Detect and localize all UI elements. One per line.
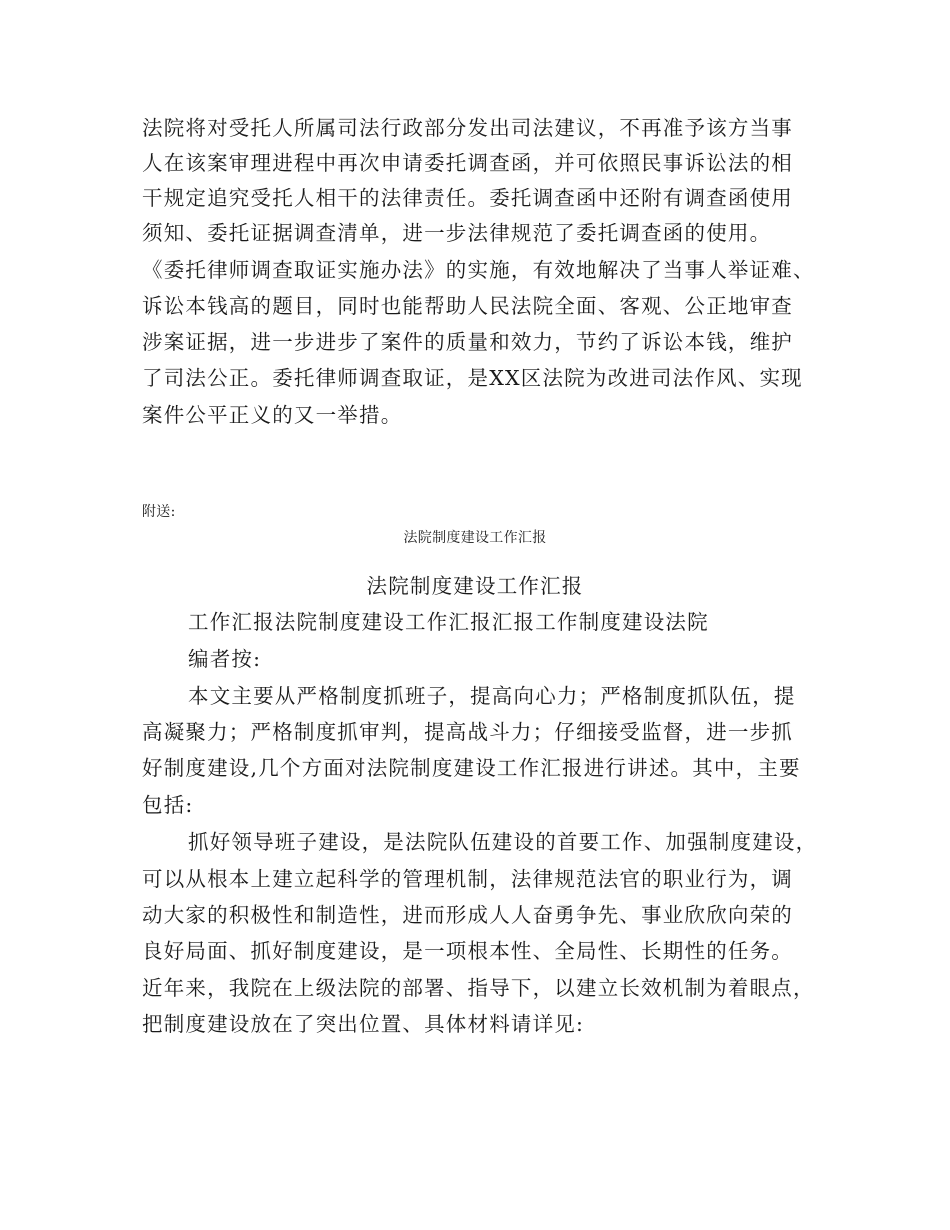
text-line: 诉讼本钱高的题目，同时也能帮助人民法院全面、客观、公正地审查: [142, 294, 793, 318]
text-line: 抓好领导班子建设，是法院队伍建设的首要工作、加强制度建设，: [188, 830, 818, 854]
appendix-small-title: 法院制度建设工作汇报: [403, 530, 547, 546]
text-line: 可以从根本上建立起科学的管理机制，法律规范法官的职业行为，调: [142, 867, 793, 891]
text-line: 高凝聚力；严格制度抓审判，提高战斗力；仔细接受监督，进一步抓: [142, 720, 793, 744]
text-line: 了司法公正。委托律师调查取证，是XX区法院为改进司法作风、实现: [142, 366, 803, 390]
text-line: 良好局面、抓好制度建设，是一项根本性、全局性、长期性的任务。: [142, 939, 793, 963]
text-line: 本文主要从严格制度抓班子，提高向心力；严格制度抓队伍，提: [188, 684, 796, 708]
text-line: 近年来，我院在上级法院的部署、指导下，以建立长效机制为着眼点，: [142, 976, 815, 1000]
text-line: 案件公平正义的又一举措。: [142, 403, 403, 427]
text-line: 把制度建设放在了突出位置、具体材料请详见:: [142, 1012, 585, 1036]
report-keywords: 工作汇报法院制度建设工作汇报汇报工作制度建设法院: [188, 610, 709, 634]
report-title: 法院制度建设工作汇报: [366, 574, 584, 598]
text-line: 人在该案审理进程中再次申请委托调查函，并可依照民事诉讼法的相: [142, 151, 793, 175]
editor-note: 编者按:: [188, 647, 262, 671]
text-line: 动大家的积极性和制造性，进而形成人人奋勇争先、事业欣欣向荣的: [142, 903, 793, 927]
text-line: 干规定追究受托人相干的法律责任。委托调查函中还附有调查函使用: [142, 186, 793, 210]
text-line: 好制度建设,几个方面对法院制度建设工作汇报进行讲述。其中，主要: [142, 756, 801, 780]
text-line: 《委托律师调查取证实施办法》的实施，有效地解决了当事人举证难、: [142, 258, 815, 282]
text-line: 须知、委托证据调查清单，进一步法律规范了委托调查函的使用。: [142, 221, 772, 245]
text-line: 包括:: [142, 793, 194, 817]
text-line: 涉案证据，进一步进步了案件的质量和效力，节约了诉讼本钱，维护: [142, 330, 793, 354]
text-line: 法院将对受托人所属司法行政部分发出司法建议，不再准予该方当事: [142, 116, 793, 140]
appendix-label: 附送:: [142, 504, 176, 520]
